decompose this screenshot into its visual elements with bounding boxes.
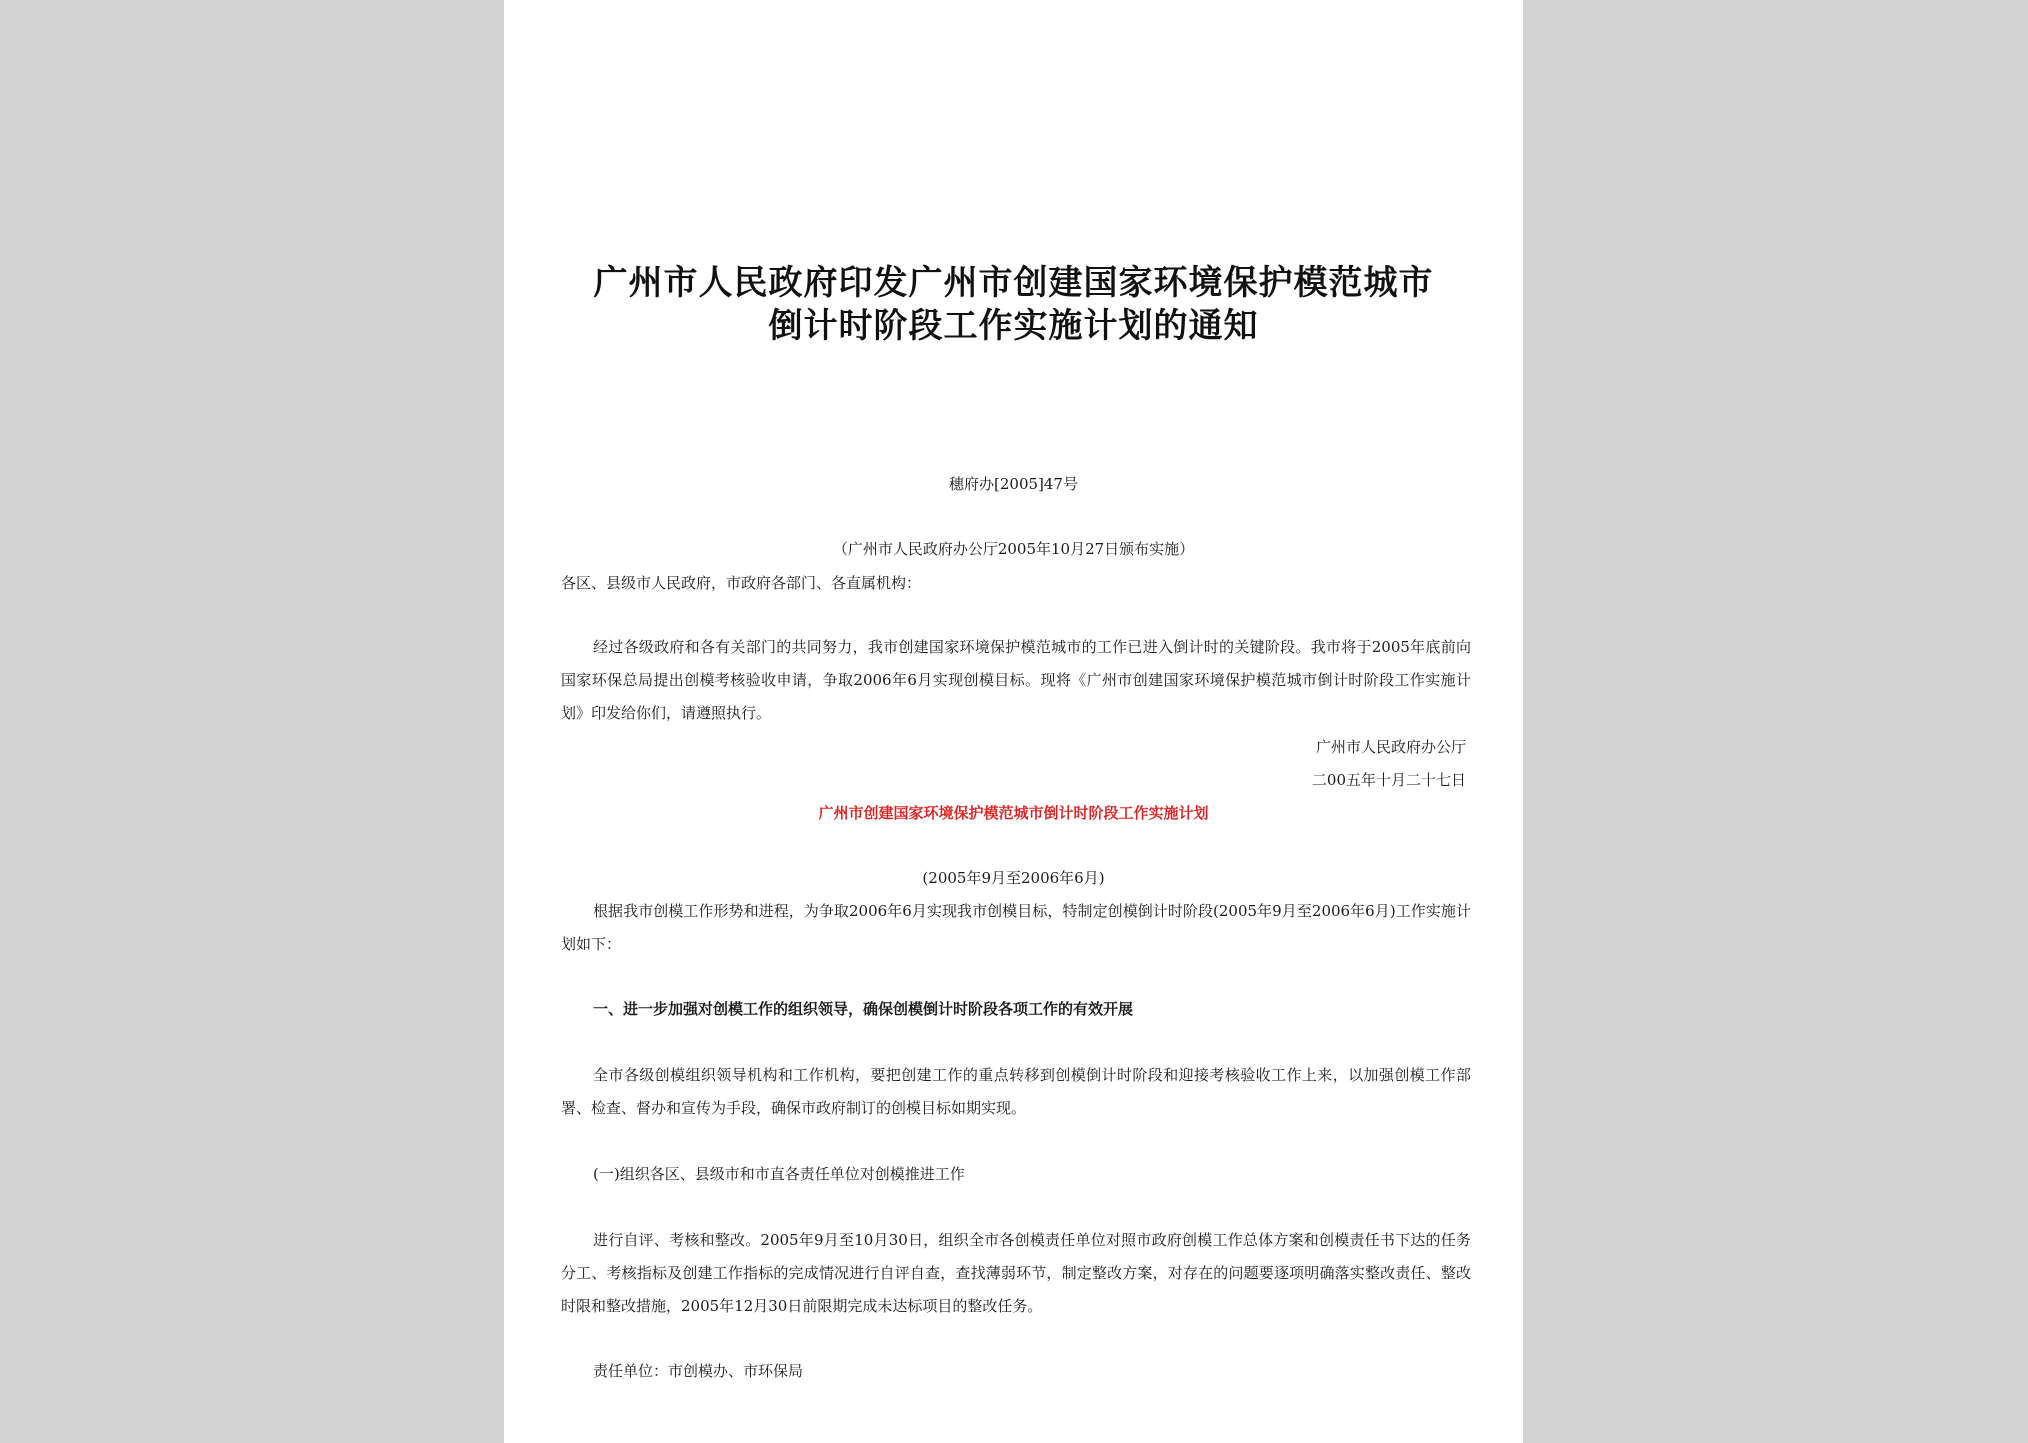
signature-org: 广州市人民政府办公厅 <box>1315 738 1466 756</box>
section-1-block <box>561 1059 1471 1125</box>
addressee: 各区、县级市人民政府，市政府各部门、各直属机构： <box>561 574 922 592</box>
document-title <box>564 262 1463 348</box>
subsection-1-text: 进行自评、考核和整改。2005年9月至10月30日，组织全市各创模责任单位对照市政府创模工作总体方案和创模责任书下达的任务分工、考核指标及创建工作指标的完成情况进行自评自查，查找薄弱环节，制定整改方案，对存在的问题要逐项明确落实整改责任、整改时限和整改措施，2005年12月30日前限期完成未达标项目的整改任务。 <box>561 1231 1471 1315</box>
plan-intro: 根据我市创模工作形势和进程，为争取2006年6月实现我市创模目标，特制定创模倒计时阶段(2005年9月至2006年6月)工作实施计划如下： <box>561 902 1471 953</box>
title-line-1: 广州市人民政府印发广州市创建国家环境保护模范城市 <box>593 263 1434 303</box>
subsection-1-block <box>561 1224 1471 1323</box>
plan-intro-block <box>561 895 1471 961</box>
paragraph-1: 经过各级政府和各有关部门的共同努力，我市创建国家环境保护模范城市的工作已进入倒计时的关键阶段。我市将于2005年底前向国家环保总局提出创模考核验收申请，争取2006年6月实现创模目标。现将《广州市创建国家环境保护模范城市倒计时阶段工作实施计划》印发给你们，请遵照执行。 <box>561 638 1471 722</box>
title-line-2: 倒计时阶段工作实施计划的通知 <box>768 306 1259 346</box>
issue-note: （广州市人民政府办公厅2005年10月27日颁布实施） <box>832 540 1195 558</box>
responsible-units: 责任单位：市创模办、市环保局 <box>593 1362 804 1380</box>
section-1-text: 全市各级创模组织领导机构和工作机构，要把创建工作的重点转移到创模倒计时阶段和迎接考核验收工作上来，以加强创模工作部署、检查、督办和宣传为手段，确保市政府制订的创模目标如期实现。 <box>561 1066 1471 1117</box>
signature-date: 二00五年十月二十七日 <box>1311 771 1466 789</box>
section-1-heading: 一、进一步加强对创模工作的组织领导，确保创模倒计时阶段各项工作的有效开展 <box>593 1000 1134 1018</box>
document-page <box>504 0 1523 1443</box>
document-number: 穗府办[2005]47号 <box>949 475 1078 493</box>
notice-paragraph <box>561 631 1471 730</box>
plan-title: 广州市创建国家环境保护模范城市倒计时阶段工作实施计划 <box>818 804 1209 822</box>
plan-period: (2005年9月至2006年6月) <box>922 869 1105 887</box>
subsection-1-heading: (一)组织各区、县级市和市直各责任单位对创模推进工作 <box>593 1165 965 1183</box>
